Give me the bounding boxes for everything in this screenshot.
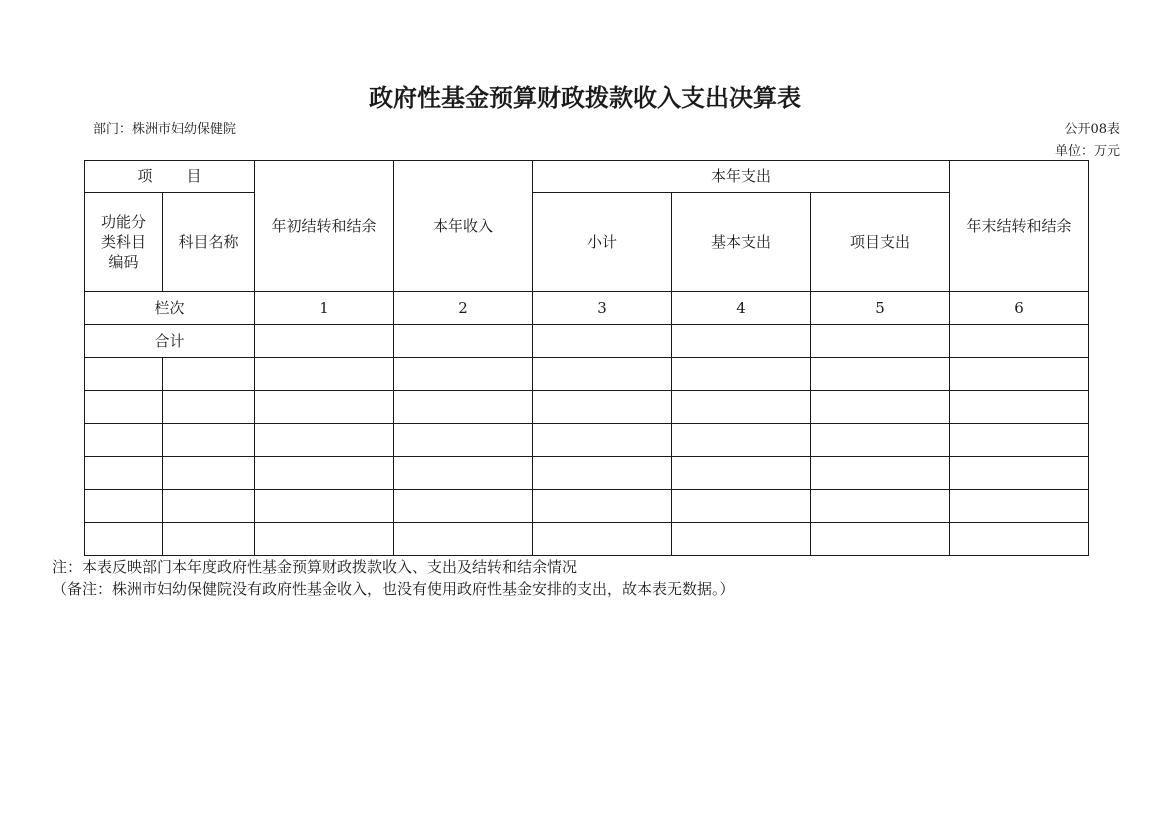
table-cell: [85, 523, 163, 556]
function-code-header: [85, 193, 163, 292]
data-rows: [85, 358, 1089, 556]
table-cell: [85, 490, 163, 523]
total-cell: [255, 325, 394, 358]
table-cell: [533, 523, 672, 556]
total-cell: [811, 325, 950, 358]
table-cell: [255, 424, 394, 457]
table-cell: [163, 457, 255, 490]
column-index-cell: 6: [950, 292, 1089, 325]
table-cell: [163, 424, 255, 457]
function-code-line1: 功能分: [100, 212, 146, 231]
basic-expenditure-header: 基本支出: [672, 193, 811, 292]
column-index-cell: 3: [533, 292, 672, 325]
item-header-b: 目: [186, 167, 202, 186]
table-cell: [950, 391, 1089, 424]
total-label: 合计: [85, 325, 255, 358]
table-cell: [394, 457, 533, 490]
table-cell: [85, 358, 163, 391]
table-cell: [85, 457, 163, 490]
table-row: [85, 358, 1089, 391]
table-cell: [255, 490, 394, 523]
column-index-cell: 4: [672, 292, 811, 325]
table-row: [85, 391, 1089, 424]
table-cell: [533, 490, 672, 523]
table-cell: [672, 358, 811, 391]
table-cell: [950, 358, 1089, 391]
table-cell: [811, 391, 950, 424]
header-row-1: [85, 161, 1089, 193]
form-number: 公开08表: [1064, 122, 1120, 137]
table-cell: [163, 523, 255, 556]
table-row: [85, 523, 1089, 556]
current-expenditure-header: 本年支出: [533, 161, 950, 193]
table-cell: [163, 358, 255, 391]
column-index-label: 栏次: [85, 292, 255, 325]
table-cell: [950, 490, 1089, 523]
table-cell: [672, 424, 811, 457]
function-code-line2: 类科目: [100, 232, 146, 251]
table-cell: [163, 490, 255, 523]
table-cell: [811, 457, 950, 490]
subject-name-header: 科目名称: [163, 193, 255, 292]
total-cell: [672, 325, 811, 358]
table-cell: [255, 358, 394, 391]
function-code-line3: 编码: [108, 253, 139, 272]
table-cell: [394, 490, 533, 523]
table-cell: [811, 358, 950, 391]
column-index-row: [85, 292, 1089, 325]
total-row: [85, 325, 1089, 358]
remark-note: （备注：株洲市妇幼保健院没有政府性基金收入，也没有使用政府性基金安排的支出，故本表无数据。）: [52, 580, 735, 598]
table-cell: [255, 391, 394, 424]
table-cell: [533, 457, 672, 490]
column-index-cell: 5: [811, 292, 950, 325]
current-income-header: 本年收入: [394, 161, 533, 292]
table-row: [85, 424, 1089, 457]
table-cell: [163, 391, 255, 424]
project-expenditure-header: 项目支出: [811, 193, 950, 292]
unit-label: 单位：万元: [1054, 144, 1120, 159]
table-cell: [533, 358, 672, 391]
table-cell: [811, 424, 950, 457]
table-cell: [950, 457, 1089, 490]
table-cell: [672, 457, 811, 490]
table-cell: [811, 523, 950, 556]
budget-table: [84, 160, 1089, 556]
table-cell: [394, 523, 533, 556]
table-cell: [394, 391, 533, 424]
table-cell: [255, 523, 394, 556]
department-label: 部门：株洲市妇幼保健院: [93, 122, 237, 137]
total-cell: [533, 325, 672, 358]
table-cell: [950, 424, 1089, 457]
total-cell: [950, 325, 1089, 358]
table-cell: [85, 391, 163, 424]
table-cell: [255, 457, 394, 490]
table-cell: [394, 424, 533, 457]
table-cell: [811, 490, 950, 523]
column-index-cell: 1: [255, 292, 394, 325]
table-note: 注：本表反映部门本年度政府性基金预算财政拨款收入、支出及结转和结余情况: [52, 558, 578, 576]
item-header: [85, 161, 255, 193]
subtotal-header: 小计: [533, 193, 672, 292]
table-cell: [672, 391, 811, 424]
item-header-a: 项: [137, 167, 153, 186]
header-row-2: [85, 193, 1089, 292]
table-cell: [672, 490, 811, 523]
table-cell: [950, 523, 1089, 556]
page-title: 政府性基金预算财政拨款收入支出决算表: [369, 84, 801, 112]
table-cell: [533, 391, 672, 424]
table-row: [85, 457, 1089, 490]
opening-balance-header: 年初结转和结余: [255, 161, 394, 292]
closing-balance-header: 年末结转和结余: [950, 161, 1089, 292]
table-row: [85, 490, 1089, 523]
table-cell: [533, 424, 672, 457]
table-cell: [672, 523, 811, 556]
table-cell: [85, 424, 163, 457]
table-cell: [394, 358, 533, 391]
column-index-cell: 2: [394, 292, 533, 325]
total-cell: [394, 325, 533, 358]
